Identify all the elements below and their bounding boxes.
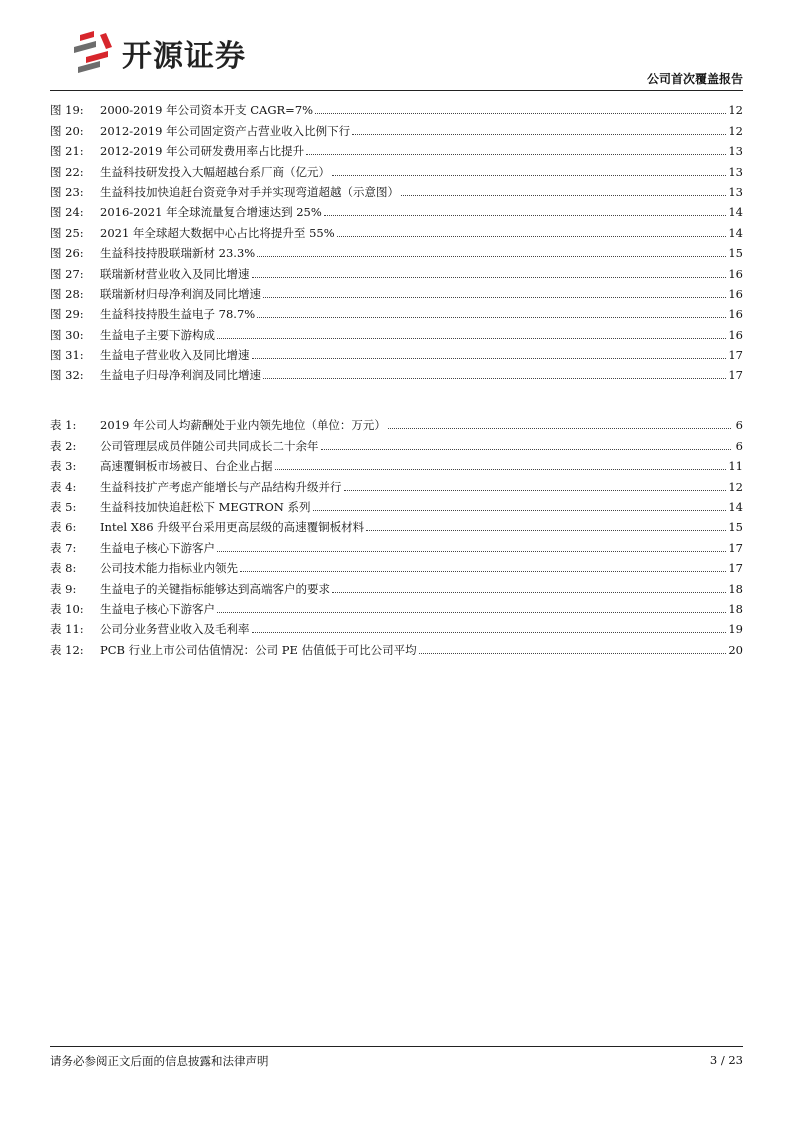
toc-figure-row[interactable] — [50, 159, 743, 179]
toc-table-row[interactable] — [50, 597, 743, 617]
report-type: 公司首次覆盖报告 — [646, 72, 743, 86]
toc-figure-row[interactable] — [50, 98, 743, 118]
toc-page: 12 — [728, 479, 743, 494]
toc-leader — [252, 277, 727, 278]
toc-label: 表 2: — [50, 438, 77, 453]
toc-table-row[interactable] — [50, 576, 743, 596]
logo-mark-icon — [70, 29, 114, 77]
toc-leader — [252, 632, 727, 633]
toc-page: 6 — [735, 438, 743, 453]
toc-figure-row[interactable] — [50, 282, 743, 302]
toc-label: 表 7: — [50, 540, 77, 555]
toc-title: 2012-2019 年公司研发费用率占比提升 — [100, 144, 305, 159]
toc-title: 公司分业务营业收入及毛利率 — [100, 622, 250, 637]
toc-title: 2000-2019 年公司资本开支 CAGR=7% — [100, 103, 314, 118]
toc-page: 17 — [728, 368, 743, 383]
toc-page: 18 — [728, 581, 743, 596]
figure-index — [50, 98, 743, 383]
toc-table-row[interactable] — [50, 637, 743, 657]
toc-page: 6 — [735, 418, 743, 433]
toc-title: 生益科技研发投入大幅超越台系厂商（亿元） — [100, 164, 330, 179]
toc-figure-row[interactable] — [50, 220, 743, 240]
toc-leader — [263, 297, 726, 298]
toc-title: 生益科技加快追赶松下 MEGTRON 系列 — [100, 499, 311, 514]
toc-title: 2021 年全球超大数据中心占比将提升至 55% — [100, 225, 335, 240]
toc-label: 表 10: — [50, 601, 84, 616]
toc-title: 生益电子的关键指标能够达到高端客户的要求 — [100, 581, 330, 596]
toc-label: 图 23: — [50, 184, 84, 199]
toc-figure-row[interactable] — [50, 322, 743, 342]
toc-leader — [252, 358, 727, 359]
toc-page: 14 — [728, 225, 743, 240]
toc-leader — [401, 195, 726, 196]
toc-title: 生益科技持股生益电子 78.7% — [100, 307, 256, 322]
toc-label: 表 3: — [50, 459, 77, 474]
toc-title: 高速覆铜板市场被日、台企业占据 — [100, 459, 273, 474]
toc-leader — [306, 154, 726, 155]
page-number: 3 / 23 — [709, 1053, 743, 1067]
toc-leader — [217, 612, 726, 613]
toc-leader — [321, 449, 732, 450]
toc-figure-row[interactable] — [50, 302, 743, 322]
toc-label: 图 20: — [50, 123, 84, 138]
toc-figure-row[interactable] — [50, 363, 743, 383]
toc-label: 图 31: — [50, 348, 84, 363]
toc-leader — [313, 510, 727, 511]
toc-title: 生益电子主要下游构成 — [100, 327, 215, 342]
toc-table-row[interactable] — [50, 413, 743, 433]
toc-page: 13 — [728, 164, 743, 179]
toc-label: 图 27: — [50, 266, 84, 281]
toc-label: 图 25: — [50, 225, 84, 240]
toc-page: 17 — [728, 540, 743, 555]
toc-label: 表 8: — [50, 561, 77, 576]
toc-page: 12 — [728, 103, 743, 118]
toc-leader — [240, 571, 726, 572]
toc-leader — [315, 113, 726, 114]
toc-title: 公司技术能力指标业内领先 — [100, 561, 238, 576]
toc-title: 生益电子核心下游客户 — [100, 601, 215, 616]
toc-table-row[interactable] — [50, 515, 743, 535]
toc-page: 15 — [728, 246, 743, 261]
toc-title: 2016-2021 年全球流量复合增速达到 25% — [100, 205, 322, 220]
toc-figure-row[interactable] — [50, 200, 743, 220]
toc-figure-row[interactable] — [50, 241, 743, 261]
toc-page: 15 — [728, 520, 743, 535]
toc-leader — [352, 134, 726, 135]
toc-label: 表 6: — [50, 520, 77, 535]
toc-figure-row[interactable] — [50, 139, 743, 159]
toc-title: 2019 年公司人均薪酬处于业内领先地位（单位：万元） — [100, 418, 386, 433]
toc-label: 表 5: — [50, 499, 77, 514]
toc-table-row[interactable] — [50, 556, 743, 576]
toc-title: Intel X86 升级平台采用更高层级的高速覆铜板材料 — [100, 520, 365, 535]
toc-page: 18 — [728, 601, 743, 616]
toc-label: 图 29: — [50, 307, 84, 322]
toc-leader — [332, 592, 726, 593]
toc-label: 图 32: — [50, 368, 84, 383]
toc-leader — [263, 378, 726, 379]
disclaimer-text: 请务必参阅正文后面的信息披露和法律声明 — [50, 1054, 269, 1068]
toc-leader — [217, 338, 726, 339]
toc-label: 图 28: — [50, 286, 84, 301]
toc-figure-row[interactable] — [50, 118, 743, 138]
logo-text: 开源证券 — [122, 39, 246, 74]
toc-leader — [332, 175, 726, 176]
toc-leader — [257, 256, 726, 257]
toc-page: 13 — [728, 184, 743, 199]
toc-table-row[interactable] — [50, 535, 743, 555]
toc-table-row[interactable] — [50, 474, 743, 494]
toc-figure-row[interactable] — [50, 343, 743, 363]
toc-leader — [344, 490, 727, 491]
toc-label: 图 26: — [50, 246, 84, 261]
toc-page: 16 — [728, 266, 743, 281]
toc-leader — [419, 653, 727, 654]
toc-title: 生益科技加快追赶台资竞争对手并实现弯道超越（示意图） — [100, 184, 399, 199]
toc-leader — [337, 236, 727, 237]
toc-page: 14 — [728, 499, 743, 514]
toc-page: 13 — [728, 144, 743, 159]
toc-title: 生益电子归母净利润及同比增速 — [100, 368, 261, 383]
toc-page: 20 — [728, 642, 743, 657]
toc-title: 生益科技扩产考虑产能增长与产品结构升级并行 — [100, 479, 342, 494]
toc-page: 16 — [728, 327, 743, 342]
toc-figure-row[interactable] — [50, 180, 743, 200]
toc-page: 17 — [728, 561, 743, 576]
toc-page: 17 — [728, 348, 743, 363]
toc-figure-row[interactable] — [50, 261, 743, 281]
toc-title: 2012-2019 年公司固定资产占营业收入比例下行 — [100, 123, 351, 138]
toc-label: 表 4: — [50, 479, 77, 494]
toc-label: 表 9: — [50, 581, 77, 596]
toc-title: 生益电子营业收入及同比增速 — [100, 348, 250, 363]
toc-leader — [366, 530, 726, 531]
toc-label: 图 19: — [50, 103, 84, 118]
toc-label: 图 24: — [50, 205, 84, 220]
toc-title: 生益科技持股联瑞新材 23.3% — [100, 246, 256, 261]
page-header — [50, 20, 743, 91]
toc-page: 12 — [728, 123, 743, 138]
page-footer — [50, 1046, 743, 1069]
toc-title: PCB 行业上市公司估值情况：公司 PE 估值低于可比公司平均 — [100, 642, 417, 657]
toc-label: 图 21: — [50, 144, 84, 159]
toc-title: 联瑞新材营业收入及同比增速 — [100, 266, 250, 281]
toc-title: 联瑞新材归母净利润及同比增速 — [100, 286, 261, 301]
toc-label: 图 22: — [50, 164, 84, 179]
toc-table-row[interactable] — [50, 495, 743, 515]
table-index — [50, 413, 743, 658]
company-logo — [70, 28, 246, 78]
toc-page: 19 — [728, 622, 743, 637]
toc-label: 图 30: — [50, 327, 84, 342]
toc-page: 16 — [728, 286, 743, 301]
toc-title: 生益电子核心下游客户 — [100, 540, 215, 555]
toc-leader — [388, 428, 731, 429]
toc-leader — [275, 469, 727, 470]
toc-page: 14 — [728, 205, 743, 220]
toc-page: 16 — [728, 307, 743, 322]
toc-title: 公司管理层成员伴随公司共同成长二十余年 — [100, 438, 319, 453]
toc-table-row[interactable] — [50, 454, 743, 474]
toc-table-row[interactable] — [50, 617, 743, 637]
toc-leader — [324, 215, 727, 216]
toc-label: 表 11: — [50, 622, 84, 637]
toc-label: 表 12: — [50, 642, 84, 657]
toc-label: 表 1: — [50, 418, 77, 433]
toc-page: 11 — [728, 459, 743, 474]
toc-table-row[interactable] — [50, 433, 743, 453]
toc-leader — [257, 317, 726, 318]
toc-leader — [217, 551, 726, 552]
